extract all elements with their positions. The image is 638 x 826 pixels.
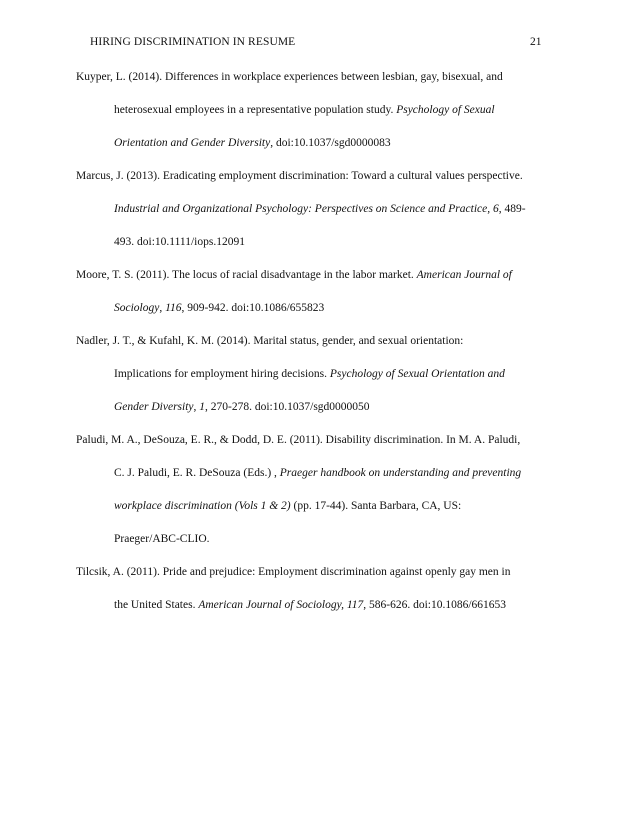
reference-line [76, 434, 566, 447]
reference-line [76, 71, 566, 84]
reference-line [76, 269, 566, 282]
text-run: , 909-942. doi:10.1086/655823 [181, 302, 325, 314]
text-run: C. J. Paludi, E. R. DeSouza (Eds.) , [114, 467, 280, 479]
reference-line [76, 566, 566, 579]
reference-line [76, 104, 566, 117]
reference-line [76, 467, 566, 480]
reference-line [76, 203, 566, 216]
reference-entry [76, 269, 566, 315]
text-run: , [193, 401, 200, 413]
text-run: heterosexual employees in a representative population study. [114, 104, 397, 116]
reference-line [76, 137, 566, 150]
text-run: (pp. 17-44). Santa Barbara, CA, US: [290, 500, 462, 512]
text-run: the United States. [114, 599, 199, 611]
reference-line [76, 335, 566, 348]
text-run: Implications for employment hiring decisions. [114, 368, 330, 380]
reference-line [76, 368, 566, 381]
italic-text: 1 [199, 401, 206, 413]
reference-line [76, 170, 566, 183]
italic-text: workplace discrimination (Vols 1 & 2) [114, 500, 291, 512]
italic-text: American Journal of Sociology, 117 [198, 599, 364, 611]
italic-text: American Journal of [416, 269, 512, 281]
text-run: , [159, 302, 166, 314]
text-run: Tilcsik, A. (2011). Pride and prejudice: Employment discrimination against openly gay men in [76, 566, 511, 578]
text-run: , doi:10.1037/sgd0000083 [270, 137, 391, 149]
reference-line [76, 236, 566, 249]
text-run: , 586-626. doi:10.1086/661653 [363, 599, 507, 611]
text-run: Moore, T. S. (2011). The locus of racial disadvantage in the labor market. [76, 269, 417, 281]
italic-text: 116 [165, 302, 182, 314]
reference-entry [76, 335, 566, 414]
text-run: Praeger/ABC-CLIO. [114, 533, 210, 545]
text-run: Kuyper, L. (2014). Differences in workplace experiences between lesbian, gay, bisexual, and [76, 71, 503, 83]
text-run: Nadler, J. T., & Kufahl, K. M. (2014). Marital status, gender, and sexual orientation: [76, 335, 464, 347]
italic-text: Psychology of Sexual Orientation and [329, 368, 505, 380]
text-run: 493. doi:10.1111/iops.12091 [114, 236, 245, 248]
reference-line [76, 302, 566, 315]
reference-line [76, 599, 566, 612]
italic-text: Orientation and Gender Diversity [114, 137, 271, 149]
reference-list [76, 71, 566, 632]
italic-text: Gender Diversity [114, 401, 194, 413]
italic-text: Sociology [114, 302, 160, 314]
reference-entry [76, 434, 566, 546]
italic-text: Praeger handbook on understanding and preventing [279, 467, 522, 479]
text-run: Paludi, M. A., DeSouza, E. R., & Dodd, D. E. (2011). Disability discrimination. In M. A. Paludi, [76, 434, 521, 446]
text-run: , 270-278. doi:10.1037/sgd0000050 [205, 401, 370, 413]
reference-entry [76, 170, 566, 249]
running-head: HIRING DISCRIMINATION IN RESUME [90, 36, 296, 48]
italic-text: Industrial and Organizational Psychology: Perspectives on Science and Practice, 6 [114, 203, 499, 215]
reference-entry [76, 566, 566, 612]
italic-text: Psychology of Sexual [396, 104, 495, 116]
text-run: , 489- [498, 203, 526, 215]
reference-line [76, 533, 566, 546]
reference-line [76, 401, 566, 414]
reference-line [76, 500, 566, 513]
reference-entry [76, 71, 566, 150]
page-number: 21 [530, 36, 542, 48]
text-run: Marcus, J. (2013). Eradicating employment discrimination: Toward a cultural values perspective. [76, 170, 523, 182]
